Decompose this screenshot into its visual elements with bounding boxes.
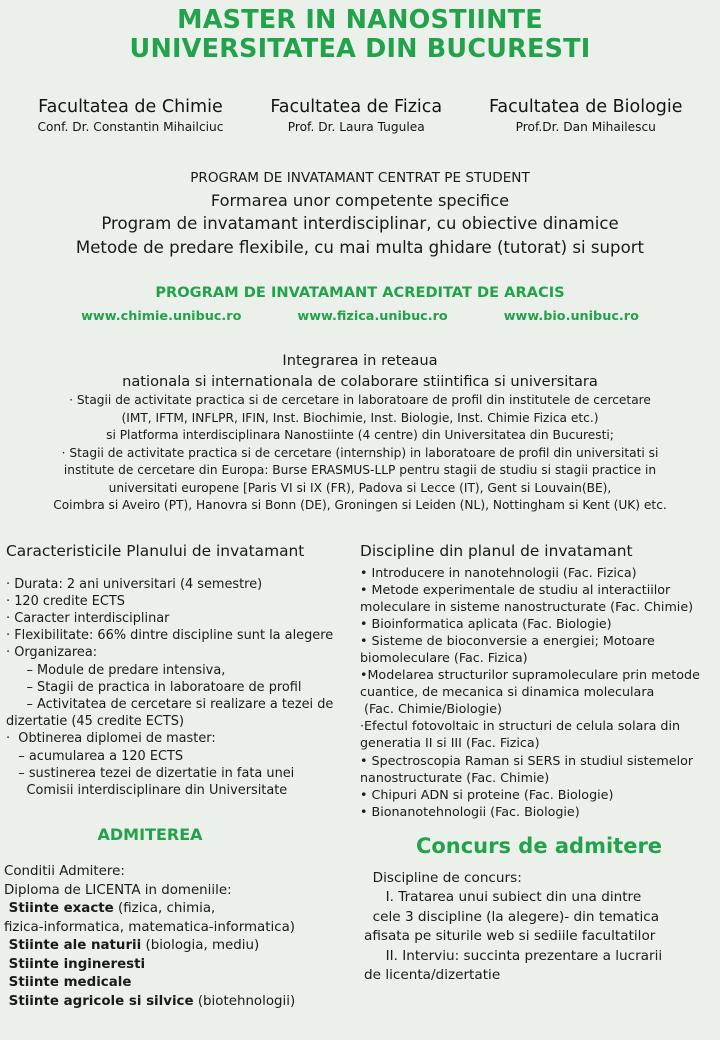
admission-heading: ADMITEREA (97, 824, 203, 844)
list-item: • Bionanotehnologii (Fac. Biologie) (360, 803, 580, 819)
network-line: · Stagii de activitate practica si de cercetare (internship) in laboratoare de profil din universitati si (61, 445, 659, 460)
admission-column (0, 824, 358, 1012)
program-line-4: Metode de predare flexibile, cu mai multa ghidare (tutorat) si suport (75, 238, 645, 257)
faculty-biologie (466, 96, 706, 136)
network-heading-2: nationala si internationala de colaborare stiintifica si universitara (122, 373, 598, 390)
list-item: · Flexibilitate: 66% dintre discipline sunt la alegere (6, 628, 334, 644)
list-item: • Metode experimentale de studiu al interactiilor (360, 581, 671, 597)
network-line: si Platforma interdisciplinara Nanostiinte (4 centre) din Universitatea din Bucuresti; (106, 428, 614, 442)
network-line: institute de cercetare din Europa: Burse ERASMUS-LLP pentru stagii de studiu si stagii practice in (63, 463, 657, 477)
accreditation-title: PROGRAM DE INVATAMANT ACREDITAT DE ARACIS (155, 284, 565, 301)
admission-line: fizica-informatica, matematica-informatica) (4, 919, 296, 935)
network-heading-1: Integrarea in reteaua (282, 352, 438, 369)
program-line-2: Formarea unor competente specifice (210, 191, 510, 210)
admission-line: Diploma de LICENTA in domeniile: (4, 882, 232, 898)
list-item: · Obtinerea diplomei de master: (6, 731, 216, 747)
network-line: · Stagii de activitate practica si de cercetare in laboratoare de profil din institutele de cercetare (69, 393, 651, 407)
faculty-fizica (247, 96, 466, 136)
list-item: ·Efectul fotovoltaic in structuri de celula solara din (360, 718, 681, 734)
list-item: • Chipuri ADN si proteine (Fac. Biologie) (360, 786, 614, 802)
list-item: • Sisteme de bioconversie a energiei; Motoare (360, 632, 655, 648)
plan-features-heading: Caracteristicile Planului de invatamant (6, 541, 305, 560)
contest-line: II. Interviu: succinta prezentare a lucrarii (364, 947, 663, 964)
list-item: · Caracter interdisciplinar (6, 610, 170, 626)
contest-line: I. Tratarea unui subiect din una dintre (364, 889, 642, 906)
link-fizica[interactable]: www.fizica.unibuc.ro (297, 309, 448, 324)
list-item: · Organizarea: (6, 645, 98, 661)
page-title (0, 0, 720, 64)
program-line-1: PROGRAM DE INVATAMANT CENTRAT PE STUDENT (190, 170, 530, 186)
contest-column (358, 824, 720, 985)
accreditation-block (0, 282, 720, 326)
disciplines-column (358, 541, 720, 820)
faculty-name: Facultatea de Chimie (38, 97, 223, 117)
list-item: · Durata: 2 ani universitari (4 semestre) (6, 576, 263, 592)
faculty-chimie (14, 96, 247, 136)
website-links (0, 307, 720, 326)
two-column-section (0, 541, 720, 820)
network-line: (IMT, IFTM, INFLPR, IFIN, Inst. Biochimie, Inst. Biologie, Inst. Chimie Fizica etc.) (121, 410, 599, 425)
list-item: • Introducere in nanotehnologii (Fac. Fizica) (360, 564, 637, 580)
admission-line: Stiinte medicale (4, 975, 132, 991)
faculty-person: Prof. Dr. Laura Tugulea (287, 120, 425, 134)
link-chimie[interactable]: www.chimie.unibuc.ro (81, 309, 242, 324)
list-item: cuantice, de mecanica si dinamica moleculara (360, 684, 655, 700)
faculty-person: Conf. Dr. Constantin Mihailciuc (37, 120, 224, 134)
list-item: biomoleculare (Fac. Fizica) (360, 649, 528, 665)
list-item: – sustinerea tezei de dizertatie in fata unei (6, 765, 295, 781)
plan-features-column (0, 541, 358, 800)
list-item: • Bioinformatica aplicata (Fac. Biologie) (360, 615, 612, 631)
list-item: nanostructurate (Fac. Chimie) (360, 769, 550, 785)
list-item: – Module de predare intensiva, (6, 662, 226, 678)
admission-line: Stiinte ingineresti (4, 956, 146, 972)
title-line-2: UNIVERSITATEA DIN BUCURESTI (129, 34, 591, 64)
admission-line: Stiinte exacte (fizica, chimia, (4, 901, 216, 917)
list-item: – Stagii de practica in laboratoare de profil (6, 679, 302, 695)
contest-title: Concurs de admitere (415, 833, 663, 858)
list-item: •Modelarea structurilor supramoleculare prin metode (360, 667, 700, 683)
list-item: dizertatie (45 credite ECTS) (6, 714, 185, 730)
title-line-1: MASTER IN NANOSTIINTE (177, 5, 543, 35)
bottom-section (0, 824, 720, 1012)
list-item: (Fac. Chimie/Biologie) (360, 701, 502, 717)
contest-line: afisata pe siturile web si sediile facultatilor (364, 928, 656, 945)
link-bio[interactable]: www.bio.unibuc.ro (503, 309, 639, 324)
list-item: · 120 credite ECTS (6, 593, 125, 609)
contest-line: de licenta/dizertatie (364, 966, 501, 983)
contest-line: Discipline de concurs: (364, 869, 522, 886)
network-line: Coimbra si Aveiro (PT), Hanovra si Bonn (DE), Groningen si Leiden (NL), Nottingham si Kent (UK) etc. (53, 498, 667, 512)
faculty-person: Prof.Dr. Dan Mihailescu (515, 120, 656, 134)
admission-line: Stiinte ale naturii (biologia, mediu) (4, 938, 260, 954)
disciplines-heading: Discipline din planul de invatamant (360, 541, 633, 560)
list-item: – Activitatea de cercetare si realizare a tezei de (6, 696, 334, 712)
list-item: – acumularea a 120 ECTS (6, 748, 184, 764)
admission-line: Stiinte agricole si silvice (biotehnologii) (4, 994, 296, 1010)
network-block (0, 350, 720, 515)
list-item: • Spectroscopia Raman si SERS in studiul sistemelor (360, 752, 694, 768)
admission-line: Conditii Admitere: (4, 863, 125, 879)
contest-line: cele 3 discipline (la alegere)- din tematica (364, 908, 660, 925)
faculty-name: Facultatea de Fizica (270, 97, 443, 117)
list-item: generatia II si III (Fac. Fizica) (360, 735, 540, 751)
admission-conditions (4, 863, 358, 1012)
contest-body (358, 869, 720, 985)
faculties-row (0, 96, 720, 136)
list-item: moleculare in sisteme nanostructurate (Fac. Chimie) (360, 598, 694, 614)
program-line-3: Program de invatamant interdisciplinar, cu obiective dinamice (101, 214, 619, 233)
faculty-name: Facultatea de Biologie (488, 97, 683, 117)
network-line: universitati europene [Paris VI si IX (FR), Padova si Lecce (IT), Gent si Louvain(BE), (108, 480, 612, 495)
list-item: Comisii interdisciplinare din Universitate (6, 782, 288, 798)
program-block (0, 168, 720, 260)
